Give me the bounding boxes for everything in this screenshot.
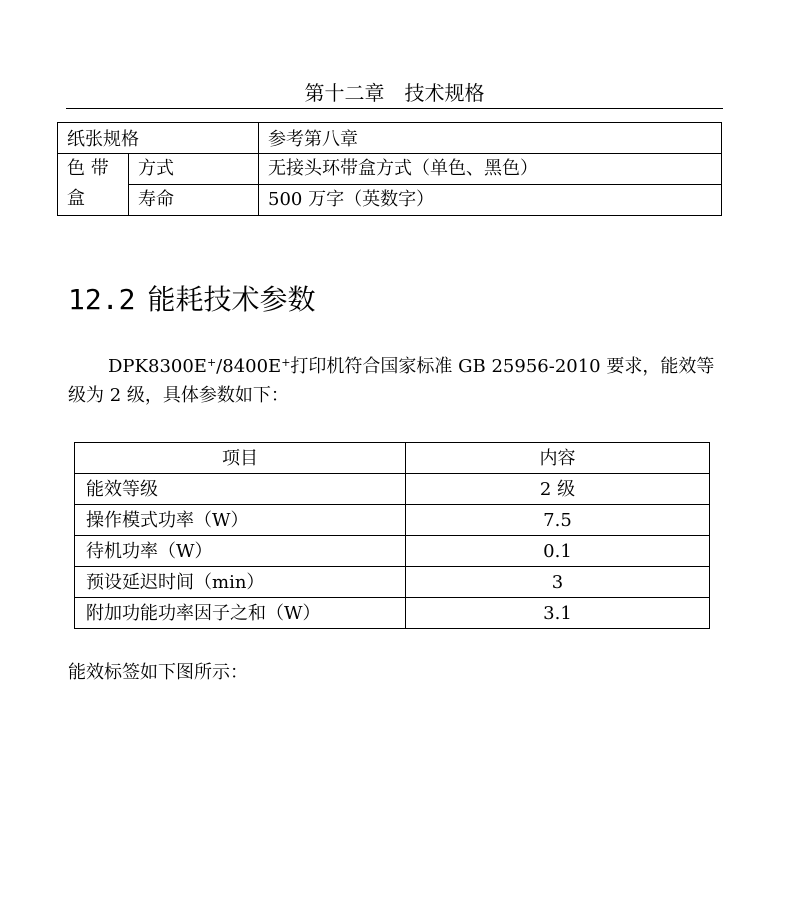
energy-value: 0.1 — [406, 536, 710, 567]
energy-value: 3.1 — [406, 598, 710, 629]
spec-ribbon-life-value: 500 万字（英数字） — [259, 185, 722, 216]
energy-item: 预设延迟时间（min） — [75, 567, 406, 598]
energy-item: 待机功率（W） — [75, 536, 406, 567]
energy-value: 3 — [406, 567, 710, 598]
spec-row-ribbon-life — [58, 185, 722, 216]
header-divider — [66, 108, 723, 109]
table-row — [75, 536, 710, 567]
spec-ribbon-life-label: 寿命 — [129, 185, 259, 216]
intro-model-a: DPK8300E — [108, 356, 207, 377]
intro-model-b-sup: + — [281, 356, 291, 369]
intro-paragraph — [68, 352, 723, 410]
spec-ribbon-method-label: 方式 — [129, 154, 259, 185]
spec-ribbon-method-value: 无接头环带盒方式（单色、黑色） — [259, 154, 722, 185]
energy-item: 附加功能功率因子之和（W） — [75, 598, 406, 629]
spec-row-paper — [58, 123, 722, 154]
intro-model-b: 8400E — [222, 356, 282, 377]
table-row — [75, 567, 710, 598]
spec-ribbon-group-line1: 色 带 — [67, 158, 109, 179]
table-row — [75, 598, 710, 629]
energy-item: 操作模式功率（W） — [75, 505, 406, 536]
intro-model-a-sup: + — [206, 356, 217, 369]
chapter-header: 第十二章 技术规格 — [304, 81, 485, 105]
spec-paper-value: 参考第八章 — [259, 123, 722, 154]
intro-separator: / — [216, 356, 223, 377]
spec-row-ribbon-method — [58, 154, 722, 185]
energy-item: 能效等级 — [75, 474, 406, 505]
intro-text: 打印机符合国家标准 GB 25956-2010 要求，能效等级为 2 级，具体参数如下： — [68, 356, 715, 406]
spec-paper-label: 纸张规格 — [58, 123, 259, 154]
table-row — [75, 474, 710, 505]
energy-value: 7.5 — [406, 505, 710, 536]
closing-text: 能效标签如下图所示： — [68, 662, 248, 683]
energy-value: 2 级 — [406, 474, 710, 505]
spec-ribbon-group — [58, 154, 129, 216]
table-row — [75, 505, 710, 536]
energy-header-content: 内容 — [406, 443, 710, 474]
energy-table-header — [75, 443, 710, 474]
spec-ribbon-group-line2: 盒 — [67, 188, 85, 209]
spec-table — [57, 122, 722, 216]
energy-table — [74, 442, 710, 629]
energy-header-item: 项目 — [75, 443, 406, 474]
section-heading — [68, 282, 315, 318]
section-number: 12.2 — [68, 283, 136, 316]
section-title: 能耗技术参数 — [147, 283, 316, 316]
